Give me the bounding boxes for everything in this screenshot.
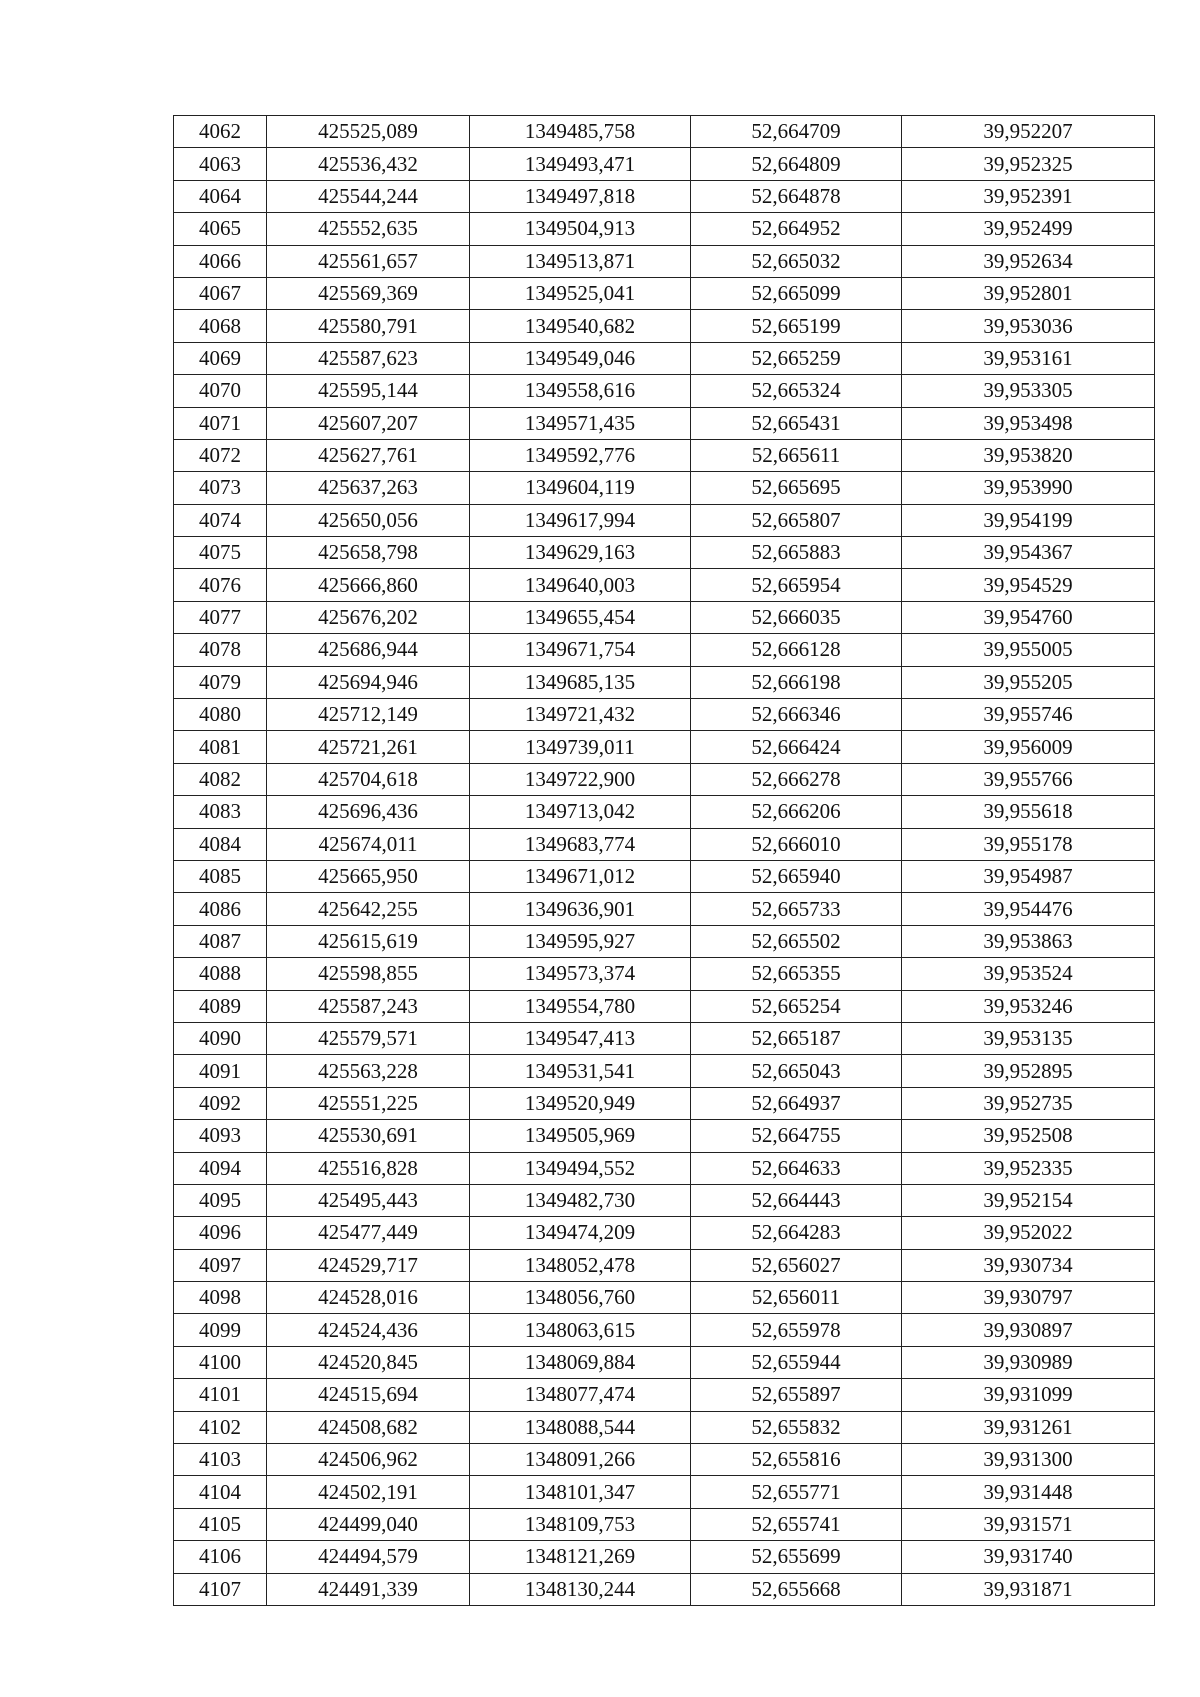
- latitude-cell: 52,655668: [691, 1573, 902, 1605]
- point-number-cell: 4068: [174, 310, 267, 342]
- y-coordinate-cell: 1348077,474: [470, 1379, 691, 1411]
- point-number-cell: 4063: [174, 148, 267, 180]
- latitude-cell: 52,665259: [691, 342, 902, 374]
- table-row: [174, 1476, 1155, 1508]
- x-coordinate-cell: 425551,225: [267, 1087, 470, 1119]
- x-coordinate-cell: 425665,950: [267, 860, 470, 892]
- table-row: [174, 1184, 1155, 1216]
- table-row: [174, 1411, 1155, 1443]
- x-coordinate-cell: 425704,618: [267, 763, 470, 795]
- x-coordinate-cell: 424528,016: [267, 1282, 470, 1314]
- point-number-cell: 4103: [174, 1444, 267, 1476]
- latitude-cell: 52,655699: [691, 1541, 902, 1573]
- table-row: [174, 925, 1155, 957]
- longitude-cell: 39,953161: [902, 342, 1155, 374]
- longitude-cell: 39,953498: [902, 407, 1155, 439]
- table-row: [174, 601, 1155, 633]
- y-coordinate-cell: 1349629,163: [470, 537, 691, 569]
- latitude-cell: 52,665954: [691, 569, 902, 601]
- longitude-cell: 39,953305: [902, 375, 1155, 407]
- x-coordinate-cell: 425712,149: [267, 699, 470, 731]
- longitude-cell: 39,931448: [902, 1476, 1155, 1508]
- point-number-cell: 4064: [174, 180, 267, 212]
- latitude-cell: 52,664878: [691, 180, 902, 212]
- point-number-cell: 4080: [174, 699, 267, 731]
- table-row: [174, 634, 1155, 666]
- y-coordinate-cell: 1349592,776: [470, 439, 691, 471]
- latitude-cell: 52,664809: [691, 148, 902, 180]
- latitude-cell: 52,655832: [691, 1411, 902, 1443]
- y-coordinate-cell: 1348069,884: [470, 1346, 691, 1378]
- longitude-cell: 39,955766: [902, 763, 1155, 795]
- table-row: [174, 537, 1155, 569]
- longitude-cell: 39,953990: [902, 472, 1155, 504]
- table-row: [174, 763, 1155, 795]
- x-coordinate-cell: 424524,436: [267, 1314, 470, 1346]
- latitude-cell: 52,664755: [691, 1120, 902, 1152]
- x-coordinate-cell: 425525,089: [267, 116, 470, 148]
- longitude-cell: 39,953246: [902, 990, 1155, 1022]
- point-number-cell: 4081: [174, 731, 267, 763]
- x-coordinate-cell: 424529,717: [267, 1249, 470, 1281]
- x-coordinate-cell: 425495,443: [267, 1184, 470, 1216]
- longitude-cell: 39,931571: [902, 1508, 1155, 1540]
- point-number-cell: 4075: [174, 537, 267, 569]
- longitude-cell: 39,952895: [902, 1055, 1155, 1087]
- longitude-cell: 39,955178: [902, 828, 1155, 860]
- x-coordinate-cell: 424506,962: [267, 1444, 470, 1476]
- longitude-cell: 39,930797: [902, 1282, 1155, 1314]
- x-coordinate-cell: 424508,682: [267, 1411, 470, 1443]
- coordinates-table-body: [174, 116, 1155, 1606]
- x-coordinate-cell: 425579,571: [267, 1022, 470, 1054]
- table-row: [174, 213, 1155, 245]
- longitude-cell: 39,954367: [902, 537, 1155, 569]
- point-number-cell: 4070: [174, 375, 267, 407]
- table-row: [174, 1541, 1155, 1573]
- table-row: [174, 277, 1155, 309]
- x-coordinate-cell: 425544,244: [267, 180, 470, 212]
- y-coordinate-cell: 1349520,949: [470, 1087, 691, 1119]
- table-row: [174, 828, 1155, 860]
- longitude-cell: 39,931300: [902, 1444, 1155, 1476]
- x-coordinate-cell: 425686,944: [267, 634, 470, 666]
- latitude-cell: 52,655741: [691, 1508, 902, 1540]
- x-coordinate-cell: 424491,339: [267, 1573, 470, 1605]
- longitude-cell: 39,952499: [902, 213, 1155, 245]
- x-coordinate-cell: 425676,202: [267, 601, 470, 633]
- longitude-cell: 39,931740: [902, 1541, 1155, 1573]
- y-coordinate-cell: 1349547,413: [470, 1022, 691, 1054]
- point-number-cell: 4097: [174, 1249, 267, 1281]
- point-number-cell: 4085: [174, 860, 267, 892]
- x-coordinate-cell: 425721,261: [267, 731, 470, 763]
- point-number-cell: 4094: [174, 1152, 267, 1184]
- latitude-cell: 52,655897: [691, 1379, 902, 1411]
- table-row: [174, 1022, 1155, 1054]
- x-coordinate-cell: 425642,255: [267, 893, 470, 925]
- longitude-cell: 39,954199: [902, 504, 1155, 536]
- longitude-cell: 39,952508: [902, 1120, 1155, 1152]
- x-coordinate-cell: 425477,449: [267, 1217, 470, 1249]
- longitude-cell: 39,930734: [902, 1249, 1155, 1281]
- point-number-cell: 4066: [174, 245, 267, 277]
- longitude-cell: 39,952154: [902, 1184, 1155, 1216]
- y-coordinate-cell: 1349549,046: [470, 342, 691, 374]
- x-coordinate-cell: 425563,228: [267, 1055, 470, 1087]
- table-row: [174, 1379, 1155, 1411]
- longitude-cell: 39,930897: [902, 1314, 1155, 1346]
- x-coordinate-cell: 425536,432: [267, 148, 470, 180]
- longitude-cell: 39,952335: [902, 1152, 1155, 1184]
- longitude-cell: 39,955005: [902, 634, 1155, 666]
- x-coordinate-cell: 425696,436: [267, 796, 470, 828]
- table-row: [174, 1314, 1155, 1346]
- table-row: [174, 1120, 1155, 1152]
- table-row: [174, 180, 1155, 212]
- y-coordinate-cell: 1349722,900: [470, 763, 691, 795]
- latitude-cell: 52,666035: [691, 601, 902, 633]
- longitude-cell: 39,953036: [902, 310, 1155, 342]
- y-coordinate-cell: 1349482,730: [470, 1184, 691, 1216]
- point-number-cell: 4071: [174, 407, 267, 439]
- latitude-cell: 52,666128: [691, 634, 902, 666]
- point-number-cell: 4083: [174, 796, 267, 828]
- x-coordinate-cell: 425694,946: [267, 666, 470, 698]
- y-coordinate-cell: 1349617,994: [470, 504, 691, 536]
- point-number-cell: 4074: [174, 504, 267, 536]
- latitude-cell: 52,655978: [691, 1314, 902, 1346]
- table-row: [174, 148, 1155, 180]
- point-number-cell: 4086: [174, 893, 267, 925]
- table-row: [174, 666, 1155, 698]
- latitude-cell: 52,656011: [691, 1282, 902, 1314]
- x-coordinate-cell: 425658,798: [267, 537, 470, 569]
- y-coordinate-cell: 1349640,003: [470, 569, 691, 601]
- y-coordinate-cell: 1348109,753: [470, 1508, 691, 1540]
- x-coordinate-cell: 425561,657: [267, 245, 470, 277]
- y-coordinate-cell: 1349671,012: [470, 860, 691, 892]
- y-coordinate-cell: 1349685,135: [470, 666, 691, 698]
- latitude-cell: 52,665254: [691, 990, 902, 1022]
- latitude-cell: 52,666010: [691, 828, 902, 860]
- point-number-cell: 4089: [174, 990, 267, 1022]
- table-row: [174, 1444, 1155, 1476]
- y-coordinate-cell: 1349554,780: [470, 990, 691, 1022]
- table-row: [174, 796, 1155, 828]
- point-number-cell: 4090: [174, 1022, 267, 1054]
- y-coordinate-cell: 1349713,042: [470, 796, 691, 828]
- y-coordinate-cell: 1349571,435: [470, 407, 691, 439]
- y-coordinate-cell: 1348130,244: [470, 1573, 691, 1605]
- y-coordinate-cell: 1349504,913: [470, 213, 691, 245]
- x-coordinate-cell: 425516,828: [267, 1152, 470, 1184]
- table-row: [174, 1055, 1155, 1087]
- point-number-cell: 4084: [174, 828, 267, 860]
- x-coordinate-cell: 424494,579: [267, 1541, 470, 1573]
- point-number-cell: 4106: [174, 1541, 267, 1573]
- latitude-cell: 52,665940: [691, 860, 902, 892]
- latitude-cell: 52,655771: [691, 1476, 902, 1508]
- point-number-cell: 4093: [174, 1120, 267, 1152]
- longitude-cell: 39,952735: [902, 1087, 1155, 1119]
- point-number-cell: 4079: [174, 666, 267, 698]
- y-coordinate-cell: 1349497,818: [470, 180, 691, 212]
- latitude-cell: 52,655944: [691, 1346, 902, 1378]
- y-coordinate-cell: 1349525,041: [470, 277, 691, 309]
- y-coordinate-cell: 1349636,901: [470, 893, 691, 925]
- point-number-cell: 4082: [174, 763, 267, 795]
- y-coordinate-cell: 1349683,774: [470, 828, 691, 860]
- longitude-cell: 39,953135: [902, 1022, 1155, 1054]
- x-coordinate-cell: 425650,056: [267, 504, 470, 536]
- table-row: [174, 958, 1155, 990]
- table-row: [174, 504, 1155, 536]
- point-number-cell: 4077: [174, 601, 267, 633]
- latitude-cell: 52,664952: [691, 213, 902, 245]
- latitude-cell: 52,656027: [691, 1249, 902, 1281]
- y-coordinate-cell: 1349655,454: [470, 601, 691, 633]
- table-row: [174, 1087, 1155, 1119]
- latitude-cell: 52,666278: [691, 763, 902, 795]
- y-coordinate-cell: 1348063,615: [470, 1314, 691, 1346]
- x-coordinate-cell: 425598,855: [267, 958, 470, 990]
- longitude-cell: 39,955746: [902, 699, 1155, 731]
- y-coordinate-cell: 1348091,266: [470, 1444, 691, 1476]
- latitude-cell: 52,665807: [691, 504, 902, 536]
- x-coordinate-cell: 424499,040: [267, 1508, 470, 1540]
- table-row: [174, 1282, 1155, 1314]
- x-coordinate-cell: 425530,691: [267, 1120, 470, 1152]
- latitude-cell: 52,665043: [691, 1055, 902, 1087]
- x-coordinate-cell: 425587,623: [267, 342, 470, 374]
- y-coordinate-cell: 1349558,616: [470, 375, 691, 407]
- point-number-cell: 4099: [174, 1314, 267, 1346]
- latitude-cell: 52,666424: [691, 731, 902, 763]
- latitude-cell: 52,664633: [691, 1152, 902, 1184]
- table-row: [174, 569, 1155, 601]
- point-number-cell: 4062: [174, 116, 267, 148]
- x-coordinate-cell: 425615,619: [267, 925, 470, 957]
- latitude-cell: 52,664443: [691, 1184, 902, 1216]
- x-coordinate-cell: 425607,207: [267, 407, 470, 439]
- point-number-cell: 4107: [174, 1573, 267, 1605]
- latitude-cell: 52,665883: [691, 537, 902, 569]
- table-row: [174, 699, 1155, 731]
- longitude-cell: 39,953524: [902, 958, 1155, 990]
- y-coordinate-cell: 1348052,478: [470, 1249, 691, 1281]
- latitude-cell: 52,664709: [691, 116, 902, 148]
- longitude-cell: 39,952801: [902, 277, 1155, 309]
- x-coordinate-cell: 424515,694: [267, 1379, 470, 1411]
- x-coordinate-cell: 425674,011: [267, 828, 470, 860]
- point-number-cell: 4104: [174, 1476, 267, 1508]
- point-number-cell: 4069: [174, 342, 267, 374]
- y-coordinate-cell: 1349721,432: [470, 699, 691, 731]
- latitude-cell: 52,665355: [691, 958, 902, 990]
- x-coordinate-cell: 425552,635: [267, 213, 470, 245]
- table-row: [174, 342, 1155, 374]
- latitude-cell: 52,665695: [691, 472, 902, 504]
- table-row: [174, 1508, 1155, 1540]
- table-row: [174, 407, 1155, 439]
- y-coordinate-cell: 1349531,541: [470, 1055, 691, 1087]
- latitude-cell: 52,665431: [691, 407, 902, 439]
- point-number-cell: 4076: [174, 569, 267, 601]
- table-row: [174, 1152, 1155, 1184]
- y-coordinate-cell: 1349573,374: [470, 958, 691, 990]
- y-coordinate-cell: 1349485,758: [470, 116, 691, 148]
- table-row: [174, 1249, 1155, 1281]
- longitude-cell: 39,954476: [902, 893, 1155, 925]
- x-coordinate-cell: 424502,191: [267, 1476, 470, 1508]
- table-row: [174, 245, 1155, 277]
- point-number-cell: 4073: [174, 472, 267, 504]
- y-coordinate-cell: 1349493,471: [470, 148, 691, 180]
- longitude-cell: 39,952634: [902, 245, 1155, 277]
- point-number-cell: 4088: [174, 958, 267, 990]
- point-number-cell: 4092: [174, 1087, 267, 1119]
- y-coordinate-cell: 1348121,269: [470, 1541, 691, 1573]
- y-coordinate-cell: 1349540,682: [470, 310, 691, 342]
- y-coordinate-cell: 1349671,754: [470, 634, 691, 666]
- table-row: [174, 375, 1155, 407]
- y-coordinate-cell: 1349474,209: [470, 1217, 691, 1249]
- table-row: [174, 1217, 1155, 1249]
- point-number-cell: 4072: [174, 439, 267, 471]
- longitude-cell: 39,953863: [902, 925, 1155, 957]
- longitude-cell: 39,931099: [902, 1379, 1155, 1411]
- table-row: [174, 731, 1155, 763]
- table-row: [174, 472, 1155, 504]
- table-row: [174, 1346, 1155, 1378]
- point-number-cell: 4091: [174, 1055, 267, 1087]
- latitude-cell: 52,655816: [691, 1444, 902, 1476]
- y-coordinate-cell: 1349494,552: [470, 1152, 691, 1184]
- longitude-cell: 39,952022: [902, 1217, 1155, 1249]
- y-coordinate-cell: 1349513,871: [470, 245, 691, 277]
- y-coordinate-cell: 1348088,544: [470, 1411, 691, 1443]
- latitude-cell: 52,666206: [691, 796, 902, 828]
- latitude-cell: 52,665199: [691, 310, 902, 342]
- y-coordinate-cell: 1349505,969: [470, 1120, 691, 1152]
- table-row: [174, 116, 1155, 148]
- x-coordinate-cell: 425666,860: [267, 569, 470, 601]
- table-row: [174, 990, 1155, 1022]
- point-number-cell: 4078: [174, 634, 267, 666]
- coordinates-table: [173, 115, 1155, 1606]
- y-coordinate-cell: 1349604,119: [470, 472, 691, 504]
- point-number-cell: 4098: [174, 1282, 267, 1314]
- latitude-cell: 52,665502: [691, 925, 902, 957]
- longitude-cell: 39,952391: [902, 180, 1155, 212]
- latitude-cell: 52,665733: [691, 893, 902, 925]
- x-coordinate-cell: 425637,263: [267, 472, 470, 504]
- table-row: [174, 860, 1155, 892]
- longitude-cell: 39,953820: [902, 439, 1155, 471]
- latitude-cell: 52,664937: [691, 1087, 902, 1119]
- y-coordinate-cell: 1348101,347: [470, 1476, 691, 1508]
- point-number-cell: 4065: [174, 213, 267, 245]
- point-number-cell: 4100: [174, 1346, 267, 1378]
- latitude-cell: 52,665324: [691, 375, 902, 407]
- latitude-cell: 52,666346: [691, 699, 902, 731]
- point-number-cell: 4102: [174, 1411, 267, 1443]
- latitude-cell: 52,664283: [691, 1217, 902, 1249]
- latitude-cell: 52,665187: [691, 1022, 902, 1054]
- longitude-cell: 39,956009: [902, 731, 1155, 763]
- y-coordinate-cell: 1348056,760: [470, 1282, 691, 1314]
- x-coordinate-cell: 425595,144: [267, 375, 470, 407]
- longitude-cell: 39,952207: [902, 116, 1155, 148]
- longitude-cell: 39,955205: [902, 666, 1155, 698]
- longitude-cell: 39,954760: [902, 601, 1155, 633]
- point-number-cell: 4105: [174, 1508, 267, 1540]
- x-coordinate-cell: 425587,243: [267, 990, 470, 1022]
- point-number-cell: 4096: [174, 1217, 267, 1249]
- table-row: [174, 310, 1155, 342]
- point-number-cell: 4087: [174, 925, 267, 957]
- latitude-cell: 52,665611: [691, 439, 902, 471]
- point-number-cell: 4101: [174, 1379, 267, 1411]
- longitude-cell: 39,954987: [902, 860, 1155, 892]
- y-coordinate-cell: 1349739,011: [470, 731, 691, 763]
- latitude-cell: 52,665032: [691, 245, 902, 277]
- longitude-cell: 39,954529: [902, 569, 1155, 601]
- latitude-cell: 52,665099: [691, 277, 902, 309]
- longitude-cell: 39,952325: [902, 148, 1155, 180]
- longitude-cell: 39,931871: [902, 1573, 1155, 1605]
- latitude-cell: 52,666198: [691, 666, 902, 698]
- x-coordinate-cell: 425627,761: [267, 439, 470, 471]
- point-number-cell: 4095: [174, 1184, 267, 1216]
- longitude-cell: 39,955618: [902, 796, 1155, 828]
- table-row: [174, 439, 1155, 471]
- x-coordinate-cell: 424520,845: [267, 1346, 470, 1378]
- longitude-cell: 39,931261: [902, 1411, 1155, 1443]
- table-row: [174, 1573, 1155, 1605]
- y-coordinate-cell: 1349595,927: [470, 925, 691, 957]
- x-coordinate-cell: 425569,369: [267, 277, 470, 309]
- table-row: [174, 893, 1155, 925]
- longitude-cell: 39,930989: [902, 1346, 1155, 1378]
- point-number-cell: 4067: [174, 277, 267, 309]
- x-coordinate-cell: 425580,791: [267, 310, 470, 342]
